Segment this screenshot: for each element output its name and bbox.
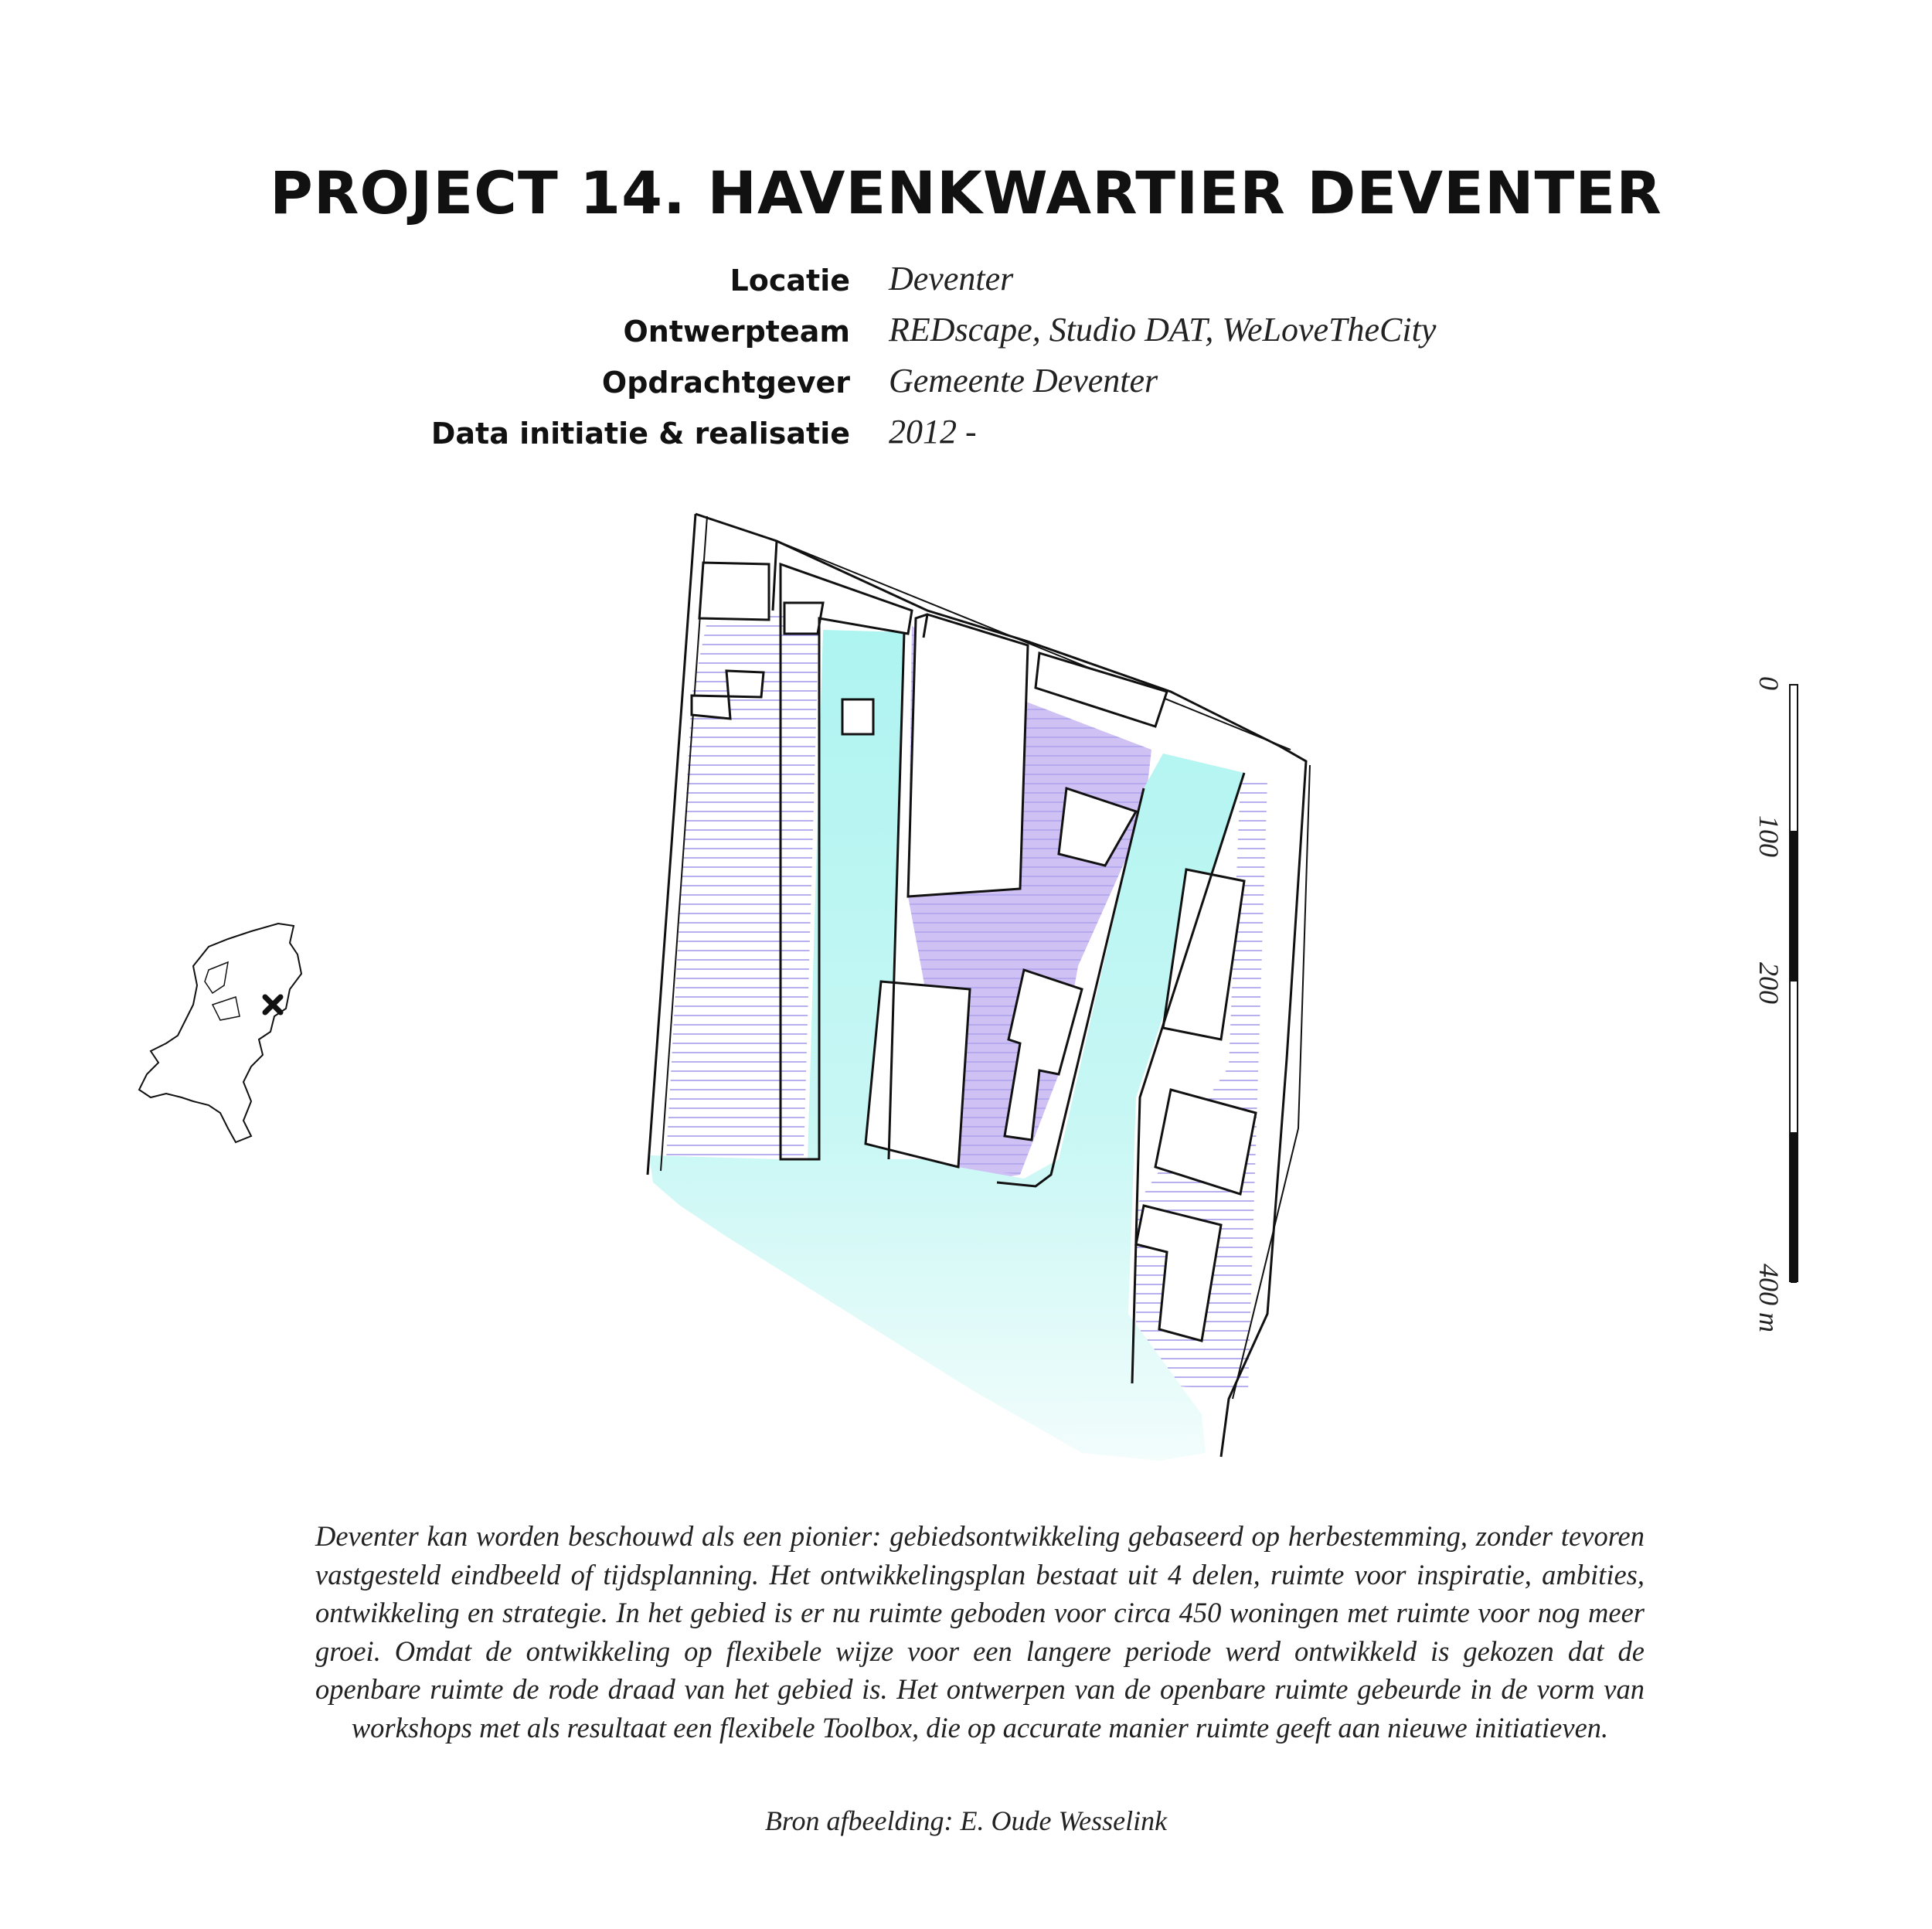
- building: [699, 563, 769, 620]
- meta-value: 2012 -: [889, 413, 977, 451]
- building: [842, 699, 873, 734]
- meta-label: Ontwerpteam: [623, 315, 850, 349]
- scale-bar-segment: [1791, 831, 1797, 982]
- building: [866, 982, 970, 1167]
- scale-tick-label: 400 m: [1753, 1264, 1784, 1332]
- netherlands-locator-map: [135, 920, 328, 1144]
- scale-bar: [1754, 676, 1801, 1333]
- scale-tick-label: 100: [1753, 815, 1784, 857]
- building: [908, 614, 1028, 896]
- project-description: Deventer kan worden beschouwd als een pionier: gebiedsontwikkeling gebaseerd op herbestemming, zonder tevoren vastgesteld eindbeeld of tijdsplanning. Het ontwikkelingsplan bestaat uit 4 delen, ruimte voor inspiratie, ambities, ontwikkeling en strategie. In het gebied is er nu ruimte geboden voor circa 450 woningen met ruimte voor nog meer groei. Omdat de ontwikkeling op flexibele wijze voor een langere periode werd ontwikkeld is gekozen dat de openbare ruimte de rode draad van het gebied is. Het ontwerpen van de openbare ruimte gebeurde in de vorm van workshops met als resultaat een flexibele Toolbox, die op accurate manier ruimte geeft aan nieuwe initiatieven.: [315, 1520, 1645, 1744]
- meta-value: Deventer: [889, 260, 1014, 298]
- meta-label: Data initiatie & realisatie: [430, 417, 850, 451]
- scale-bar-segment: [1791, 1132, 1797, 1283]
- page-title: PROJECT 14. HAVENKWARTIER DEVENTER: [270, 158, 1662, 227]
- meta-label: Locatie: [730, 264, 850, 298]
- building: [784, 603, 823, 634]
- meta-value: Gemeente Deventer: [889, 362, 1158, 400]
- image-source-credit: Bron afbeelding: E. Oude Wesselink: [764, 1805, 1168, 1836]
- meta-label: Opdrachtgever: [601, 366, 850, 400]
- meta-value: REDscape, Studio DAT, WeLoveTheCity: [889, 311, 1437, 349]
- scale-tick-label: 200: [1753, 962, 1784, 1004]
- scale-tick-label: 0: [1753, 676, 1784, 690]
- netherlands-outline: [139, 924, 301, 1142]
